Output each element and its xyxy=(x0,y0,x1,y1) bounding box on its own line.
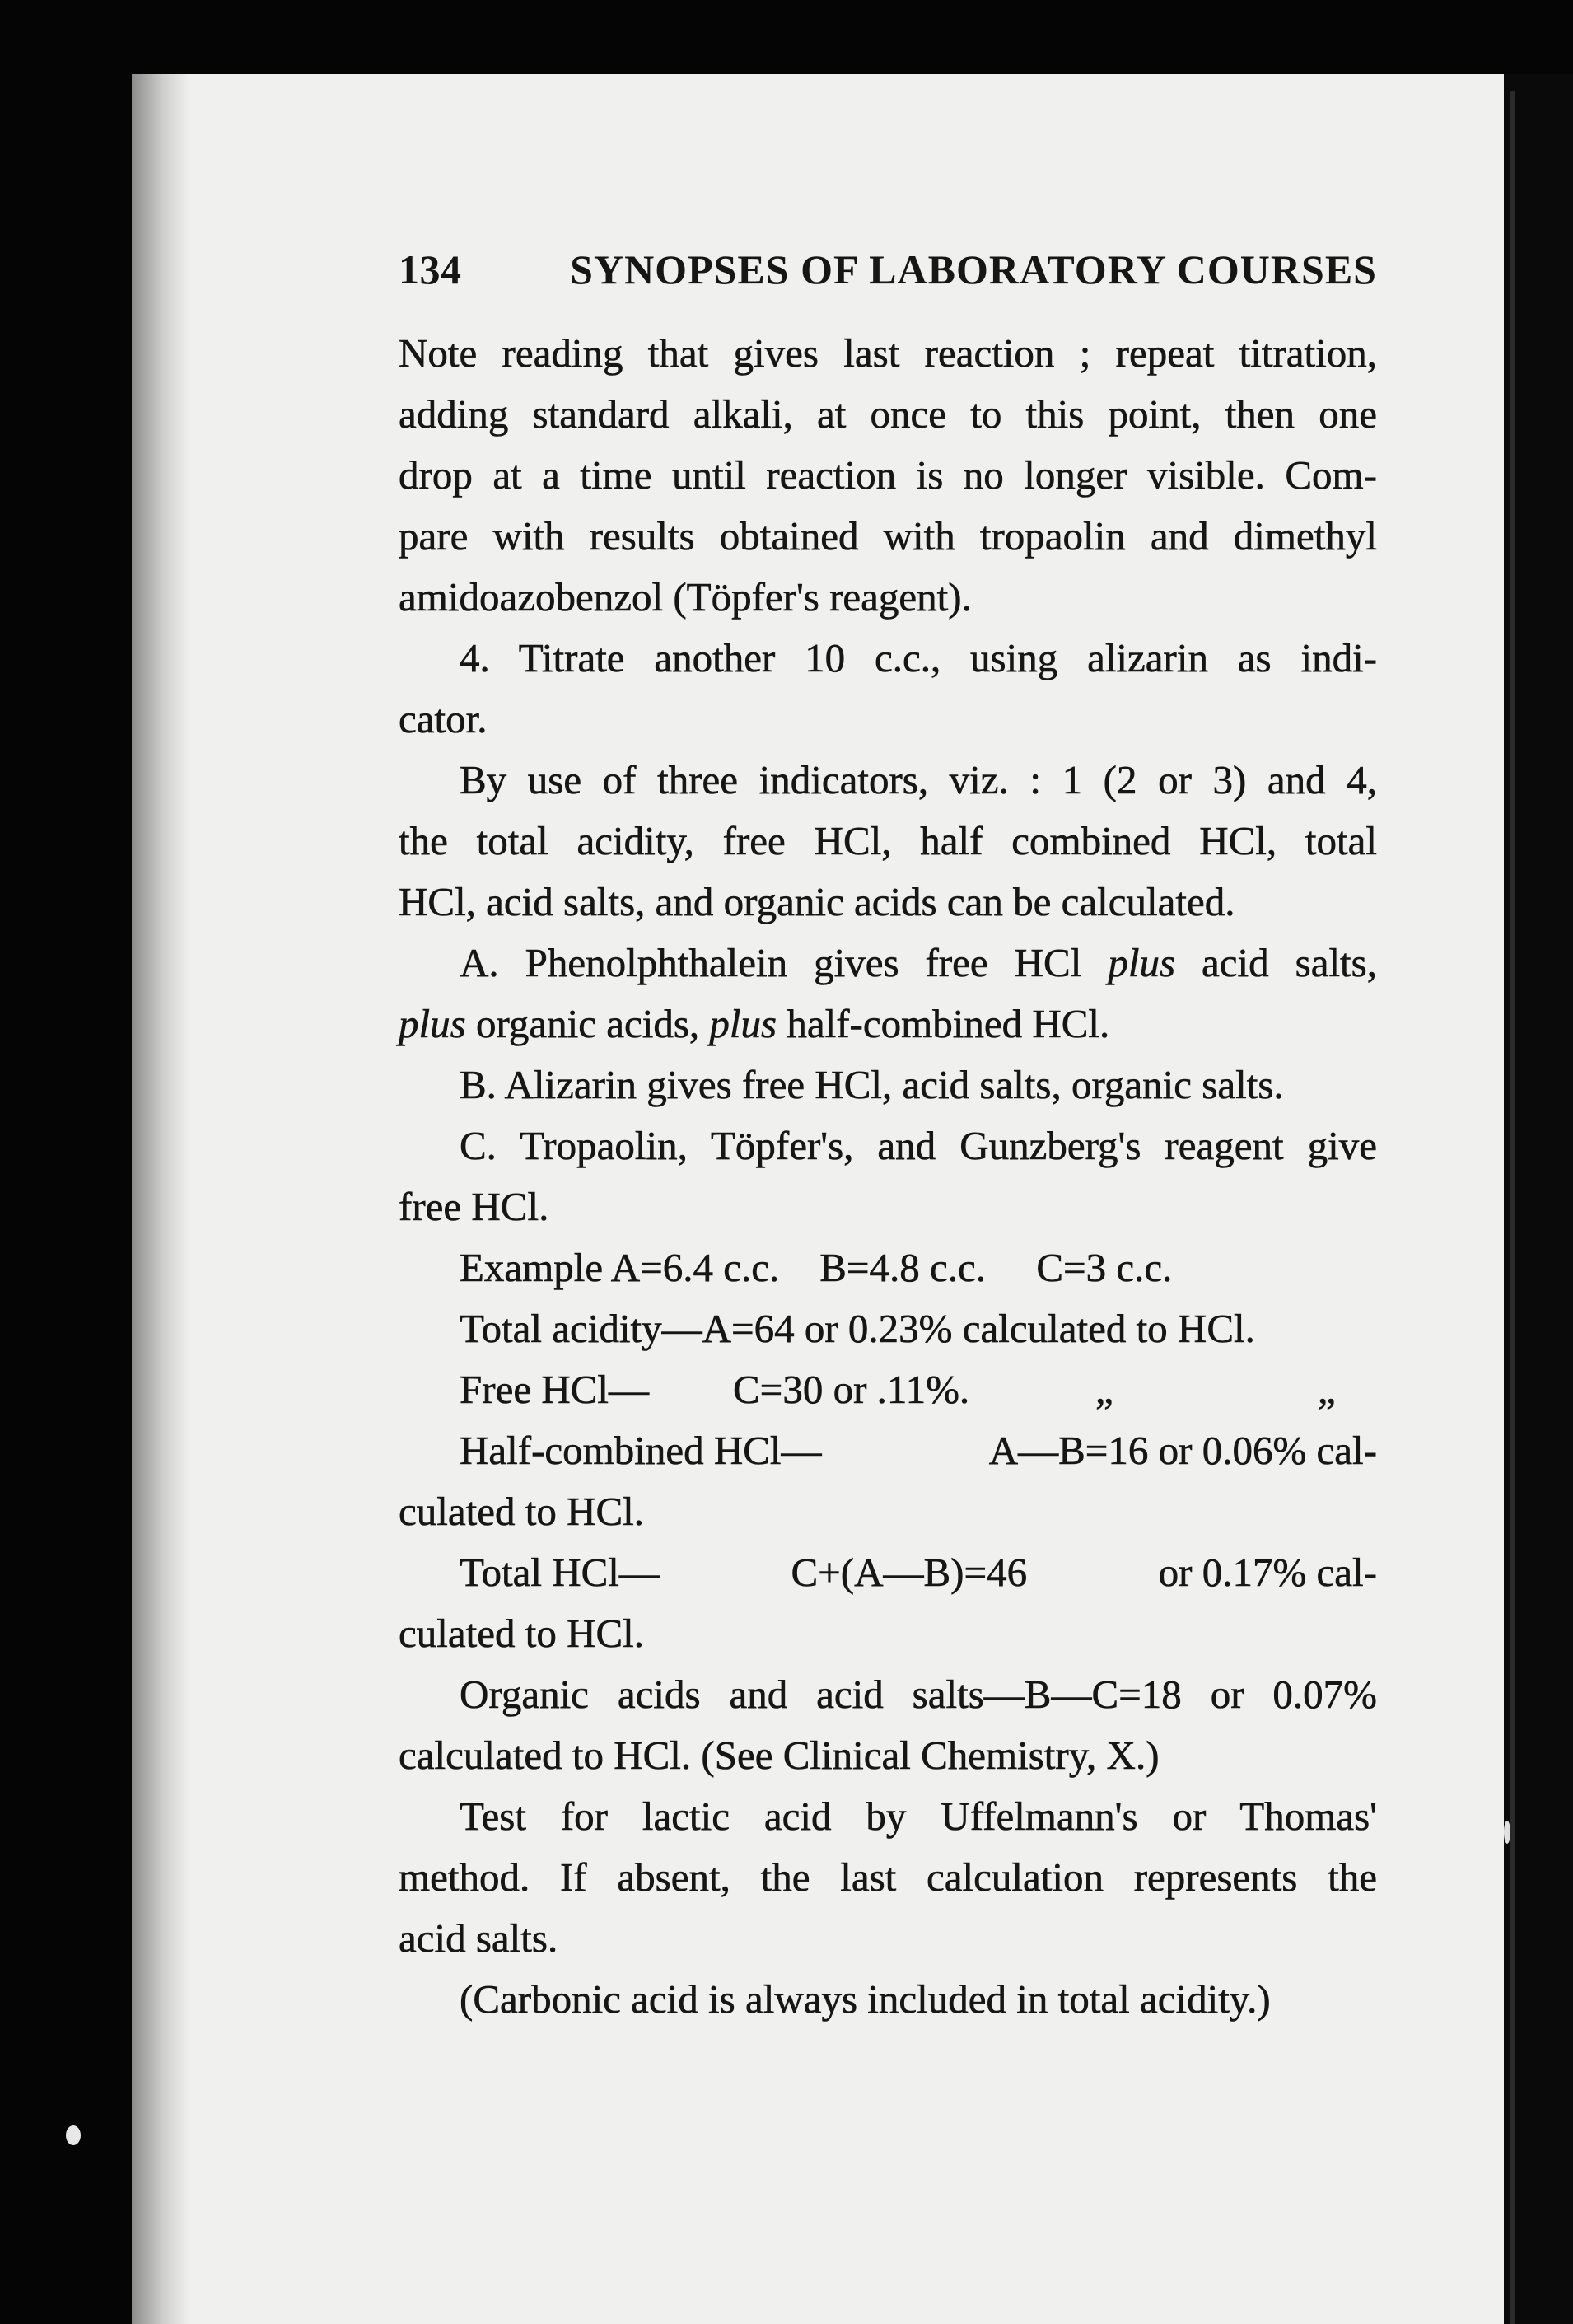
italic-run: plus xyxy=(1108,940,1176,985)
text-line: culated to HCl. xyxy=(399,1611,645,1656)
text-run: C+(A—B)=46 xyxy=(791,1550,1028,1595)
text-line: 4. Titrate another 10 c.c., using alizarin as indi- xyxy=(460,635,1377,680)
text-run: C=30 or .11%. xyxy=(733,1367,970,1412)
value-c: C=3 c.c. xyxy=(1036,1245,1173,1290)
half-combined-line xyxy=(399,1420,1377,1481)
example-line xyxy=(399,1237,1377,1298)
text-line: culated to HCl. xyxy=(399,1489,645,1534)
text-run: A. Phenolphthalein gives free HCl xyxy=(460,940,1082,985)
text-line: (Carbonic acid is always included in total acidity.) xyxy=(460,1976,1271,2022)
text-line: Test for lactic acid by Uffelmann's or Thomas' xyxy=(460,1793,1377,1839)
text-line: C. Tropaolin, Töpfer's, and Gunzberg's reagent give xyxy=(460,1123,1377,1168)
scan-speck xyxy=(66,2125,81,2145)
scan-speck xyxy=(1504,1821,1510,1844)
text-run: Half-combined HCl— xyxy=(460,1428,822,1473)
text-line: By use of three indicators, viz. : 1 (2 or 3) and 4, xyxy=(460,757,1377,802)
text-line: drop at a time until reaction is no longer visible. Com- xyxy=(399,452,1377,498)
text-line: adding standard alkali, at once to this point, then one xyxy=(399,391,1377,437)
text-line: HCl, acid salts, and organic acids can be calculated. xyxy=(399,879,1235,924)
page-edge-line xyxy=(1510,91,1515,2324)
text-line: pare with results obtained with tropaolin and dimethyl xyxy=(399,513,1377,559)
paragraph-a-line xyxy=(399,933,1377,994)
body-text xyxy=(399,323,1377,2030)
value-a: A=6.4 c.c. xyxy=(610,1245,780,1290)
text-run: A—B=16 or 0.06% cal- xyxy=(988,1428,1377,1473)
free-hcl-line xyxy=(399,1359,1377,1420)
book-page xyxy=(399,239,1377,2030)
text-run: Example xyxy=(460,1245,604,1290)
text-run: or 0.17% cal- xyxy=(1158,1550,1377,1595)
text-line: cator. xyxy=(399,696,488,741)
italic-run: plus xyxy=(399,1001,466,1046)
paragraph-a-line xyxy=(399,994,1377,1054)
value-b: B=4.8 c.c. xyxy=(819,1245,987,1290)
running-title: SYNOPSES OF LABORATORY COURSES xyxy=(570,246,1377,292)
text-line: method. If absent, the last calculation represents the xyxy=(399,1854,1377,1900)
ditto-mark: „ xyxy=(1318,1367,1336,1412)
ditto-mark: „ xyxy=(1095,1367,1113,1412)
text-run: Total HCl— xyxy=(460,1550,660,1595)
total-hcl-line xyxy=(399,1542,1377,1603)
text-line: the total acidity, free HCl, half combined HCl, total xyxy=(399,818,1377,863)
text-run: half-combined HCl. xyxy=(786,1001,1110,1046)
text-line: calculated to HCl. (See Clinical Chemistry, X.) xyxy=(399,1732,1160,1778)
text-line: acid salts. xyxy=(399,1915,558,1961)
text-run: organic acids, xyxy=(475,1001,700,1046)
italic-run: plus xyxy=(709,1001,777,1046)
text-run: acid salts, xyxy=(1202,940,1377,985)
text-line: Organic acids and acid salts—B—C=18 or 0.07% xyxy=(460,1672,1377,1717)
text-run: Free HCl— xyxy=(460,1367,649,1412)
text-line: B. Alizarin gives free HCl, acid salts, organic salts. xyxy=(460,1062,1284,1107)
text-line: amidoazobenzol (Töpfer's reagent). xyxy=(399,574,972,620)
page-number: 134 xyxy=(399,246,462,292)
text-line: free HCl. xyxy=(399,1184,549,1229)
text-line: Total acidity—A=64 or 0.23% calculated to HCl. xyxy=(460,1306,1255,1351)
binding-shadow xyxy=(132,74,189,2324)
text-line: Note reading that gives last reaction ; repeat titration, xyxy=(399,330,1377,376)
running-head xyxy=(399,239,1377,300)
